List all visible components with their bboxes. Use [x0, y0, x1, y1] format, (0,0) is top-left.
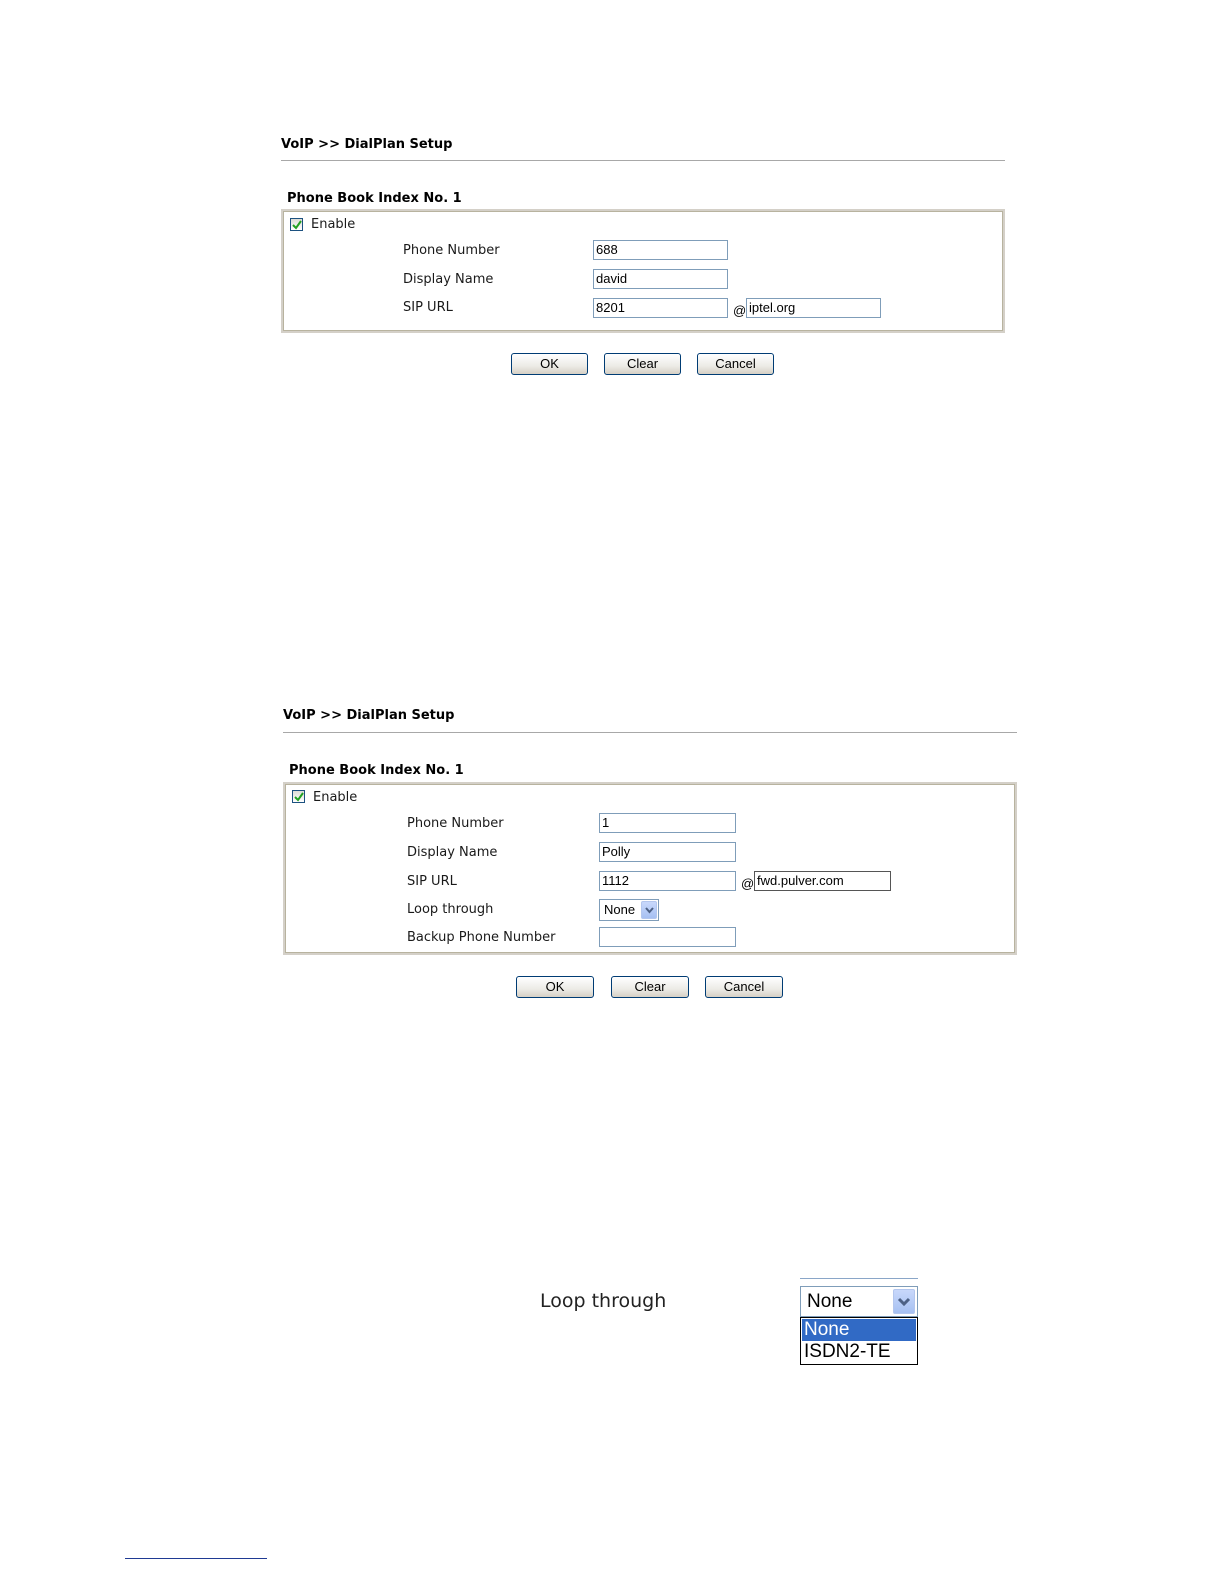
chevron-down-icon[interactable]: [641, 901, 657, 919]
chevron-down-icon[interactable]: [893, 1289, 915, 1314]
ok-button[interactable]: OK: [511, 353, 588, 375]
page-title: VoIP >> DialPlan Setup: [283, 708, 455, 723]
section-title: Phone Book Index No. 1: [287, 191, 462, 206]
sip-domain-input[interactable]: fwd.pulver.com: [754, 871, 891, 891]
backup-phone-input[interactable]: [599, 927, 736, 947]
dropdown-option-none[interactable]: None: [802, 1319, 916, 1341]
loop-through-label: Loop through: [540, 1290, 667, 1312]
page-title: VoIP >> DialPlan Setup: [281, 137, 453, 152]
sip-domain-input[interactable]: iptel.org: [746, 298, 881, 318]
phone-number-input[interactable]: 688: [593, 240, 728, 260]
sip-user-input[interactable]: 8201: [593, 298, 728, 318]
check-icon: [294, 792, 304, 802]
loop-through-dropdown: [800, 1317, 918, 1365]
loop-through-select[interactable]: [800, 1286, 918, 1317]
loop-through-select[interactable]: [599, 899, 659, 921]
at-sign: @: [733, 303, 747, 318]
title-divider: [283, 732, 1017, 733]
ok-button[interactable]: OK: [516, 976, 594, 998]
backup-phone-label: Backup Phone Number: [407, 930, 556, 945]
enable-label: Enable: [311, 217, 356, 232]
loop-through-value: None: [604, 902, 636, 917]
display-name-input[interactable]: david: [593, 269, 728, 289]
phone-number-input[interactable]: 1: [599, 813, 736, 833]
enable-checkbox[interactable]: [292, 790, 305, 803]
loop-through-value: None: [807, 1291, 853, 1312]
at-sign: @: [741, 876, 755, 891]
display-name-label: Display Name: [407, 845, 498, 860]
section-title: Phone Book Index No. 1: [289, 763, 464, 778]
cancel-button[interactable]: Cancel: [705, 976, 783, 998]
cancel-button[interactable]: Cancel: [697, 353, 774, 375]
display-name-input[interactable]: Polly: [599, 842, 736, 862]
display-name-label: Display Name: [403, 272, 494, 287]
loop-through-label: Loop through: [407, 902, 494, 917]
sip-user-input[interactable]: 1112: [599, 871, 736, 891]
clear-button[interactable]: Clear: [604, 353, 681, 375]
divider: [800, 1278, 918, 1279]
phone-number-label: Phone Number: [403, 243, 500, 258]
title-divider: [281, 160, 1005, 161]
clear-button[interactable]: Clear: [611, 976, 689, 998]
check-icon: [292, 220, 302, 230]
enable-checkbox[interactable]: [290, 218, 303, 231]
sip-url-label: SIP URL: [403, 300, 453, 315]
dropdown-option-isdn2-te[interactable]: ISDN2-TE: [804, 1341, 891, 1362]
sip-url-label: SIP URL: [407, 874, 457, 889]
phone-number-label: Phone Number: [407, 816, 504, 831]
enable-label: Enable: [313, 790, 358, 805]
footnote-separator: [125, 1558, 267, 1559]
